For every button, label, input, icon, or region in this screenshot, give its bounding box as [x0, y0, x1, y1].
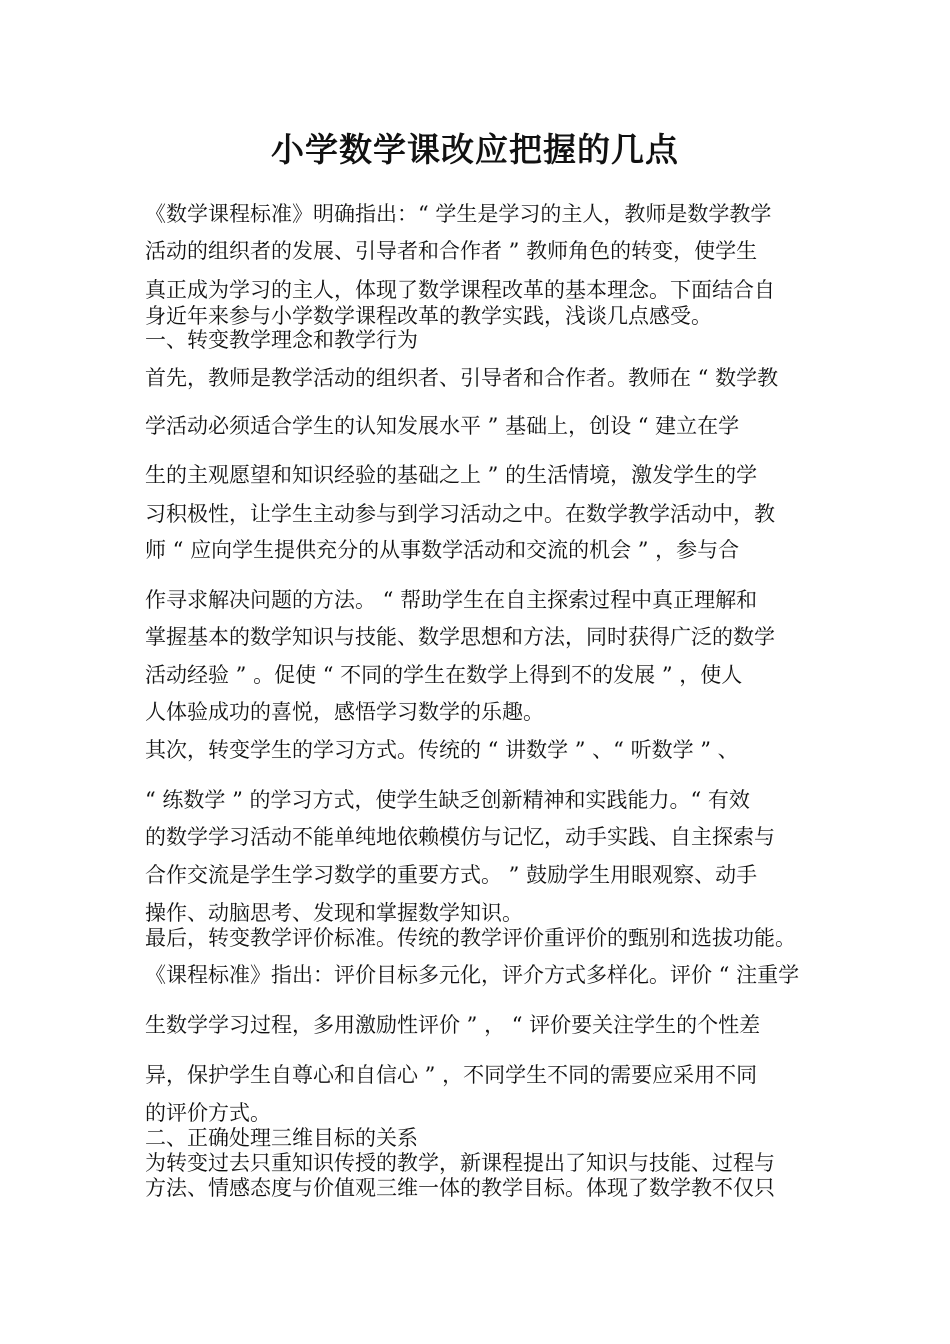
text-line: 操作、动脑思考、发现和掌握数学知识。: [145, 901, 523, 925]
text-line: 身近年来参与小学数学课程改革的教学实践，浅谈几点感受。: [145, 304, 712, 328]
text-line: 异，保护学生自尊心和自信心 ” ，不同学生不同的需要应采用不同: [145, 1063, 758, 1087]
text-line: 真正成为学习的主人，体现了数学课程改革的基本理念。下面结合自: [145, 278, 775, 302]
text-line: 《数学课程标准》明确指出：“ 学生是学习的主人，教师是数学教学: [145, 202, 772, 226]
text-line: 掌握基本的数学知识与技能、数学思想和方法，同时获得广泛的数学: [145, 625, 775, 649]
text-line: 人体验成功的喜悦，感悟学习数学的乐趣。: [145, 700, 544, 724]
text-line: 作寻求解决问题的方法。 “ 帮助学生在自主探索过程中真正理解和: [145, 588, 758, 612]
text-line: 学活动必须适合学生的认知发展水平 ” 基础上，创设 “ 建立在学: [145, 414, 740, 438]
document-title: 小学数学课改应把握的几点: [271, 130, 679, 169]
section-heading: 一、转变教学理念和教学行为: [145, 328, 418, 352]
text-line: “ 练数学 ” 的学习方式，使学生缺乏创新精神和实践能力。“ 有效: [145, 788, 750, 812]
text-line: 最后，转变教学评价标准。传统的教学评价重评价的甄别和选拔功能。: [145, 926, 796, 950]
text-line: 为转变过去只重知识传授的教学，新课程提出了知识与技能、过程与: [145, 1151, 775, 1175]
text-line: 《课程标准》指出：评价目标多元化，评介方式多样化。评价 “ 注重学: [145, 963, 800, 987]
section-heading: 二、正确处理三维目标的关系: [145, 1126, 418, 1150]
text-line: 生的主观愿望和知识经验的基础之上 ” 的生活情境，激发学生的学: [145, 463, 758, 487]
text-line: 习积极性，让学生主动参与到学习活动之中。在数学教学活动中，教: [145, 502, 775, 526]
text-line: 首先，教师是教学活动的组织者、引导者和合作者。教师在 “ 数学教: [145, 366, 779, 390]
text-line: 活动经验 ” 。促使 “ 不同的学生在数学上得到不的发展 ” ，使人: [145, 663, 743, 687]
text-line: 其次，转变学生的学习方式。传统的 “ 讲数学 ” 、“ 听数学 ” 、: [145, 738, 739, 762]
text-line: 师 “ 应向学生提供充分的从事数学活动和交流的机会 ” ，参与合: [145, 538, 740, 562]
text-line: 合作交流是学生学习数学的重要方式。 ” 鼓励学生用眼观察、动手: [145, 863, 758, 887]
text-line: 的评价方式。: [145, 1101, 271, 1125]
text-line: 方法、情感态度与价值观三维一体的教学目标。体现了数学教不仅只: [145, 1176, 775, 1200]
text-line: 活动的组织者的发展、引导者和合作者 ” 教师角色的转变，使学生: [145, 239, 758, 263]
text-line: 的数学学习活动不能单纯地依赖模仿与记忆，动手实践、自主探索与: [145, 825, 775, 849]
text-line: 生数学学习过程，多用激励性评价 ” ， “ 评价要关注学生的个性差: [145, 1013, 761, 1037]
